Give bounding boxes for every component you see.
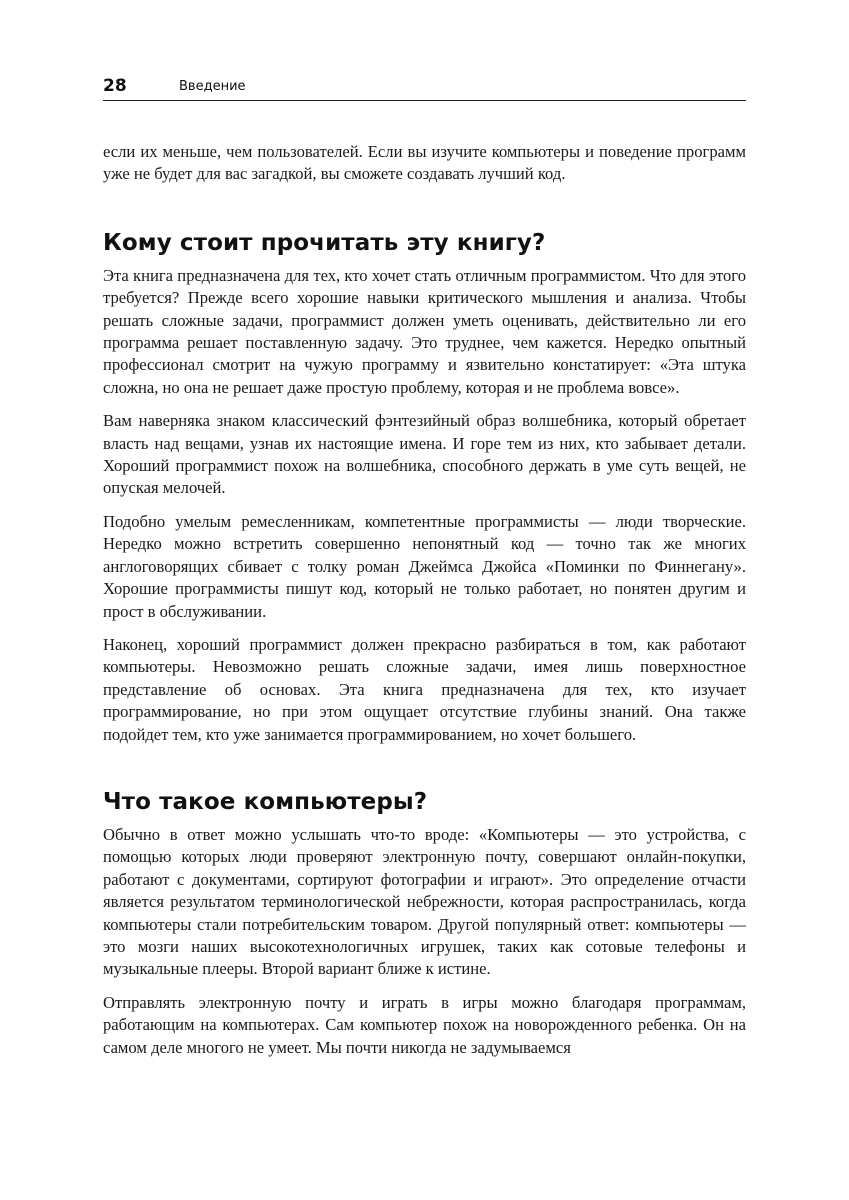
body-paragraph: Подобно умелым ремесленникам, компетентные программисты — люди творческие. Нередко можно встретить совершенно непонятный код — точно так же многих англоговорящих сбивает с толку роман Джеймса Джойса «Поминки по Финнегану». Хорошие программисты пишут код, который не только работает, но понятен другим и прост в обслуживании. — [103, 511, 746, 621]
intro-tail-paragraph: если их меньше, чем пользователей. Если вы изучите компьютеры и поведение программ уже не будет для вас загадкой, вы сможете создавать лучший код. — [103, 142, 746, 184]
running-title: Введение — [179, 79, 246, 94]
page-number: 28 — [103, 76, 127, 96]
body-paragraph: Наконец, хороший программист должен прекрасно разбираться в том, как работают компьютеры. Невозможно решать сложные задачи, имея лишь поверхностное представление об основах. Эта книга предназначена для тех, кто изучает программирование, но при этом ощущает отсутствие глубины знаний. Она также подойдет тем, кто уже занимается программированием, но хочет большего. — [103, 634, 746, 744]
body-paragraph: Отправлять электронную почту и играть в игры можно благодаря программам, работающим на компьютерах. Сам компьютер похож на новорожденного ребенка. Он на самом деле многого не умеет. Мы почти никогда не задумываемся — [103, 992, 746, 1057]
body-paragraph: Вам наверняка знаком классический фэнтезийный образ волшебника, который обретает власть над вещами, узнав их настоящие имена. И горе тем из них, кто забывает детали. Хороший программист похож на волшебника, способного держать в уме суть вещей, не опуская мелочей. — [103, 411, 746, 498]
body-paragraph: Обычно в ответ можно услышать что-то вроде: «Компьютеры — это устройства, с помощью которых люди проверяют электронную почту, совершают онлайн-покупки, работают с документами, сортируют фотографии и играют». Это определение отчасти является результатом терминологической небрежности, которая распространилась, когда компьютеры стали потребительским товаром. Другой популярный ответ: компьютеры — это мозги наших высокотехнологичных игрушек, таких как сотовые телефоны и музыкальные плееры. Второй вариант ближе к истине. — [103, 824, 746, 979]
section-heading-what-are-computers: Что такое компьютеры? — [103, 788, 428, 815]
section-heading-who-should-read: Кому стоит прочитать эту книгу? — [103, 229, 546, 256]
running-header — [103, 76, 746, 101]
body-paragraph: Эта книга предназначена для тех, кто хочет стать отличным программистом. Что для этого требуется? Прежде всего хорошие навыки критического мышления и анализа. Чтобы решать сложные задачи, программист должен уметь оценивать, действительно ли его программа решает поставленную задачу. Это труднее, чем кажется. Нередко опытный профессионал смотрит на чужую программу и язвительно констатирует: «Эта штука сложна, но она не решает даже простую проблему, которая и не проблема вовсе». — [103, 265, 746, 397]
page-body — [103, 141, 746, 1070]
